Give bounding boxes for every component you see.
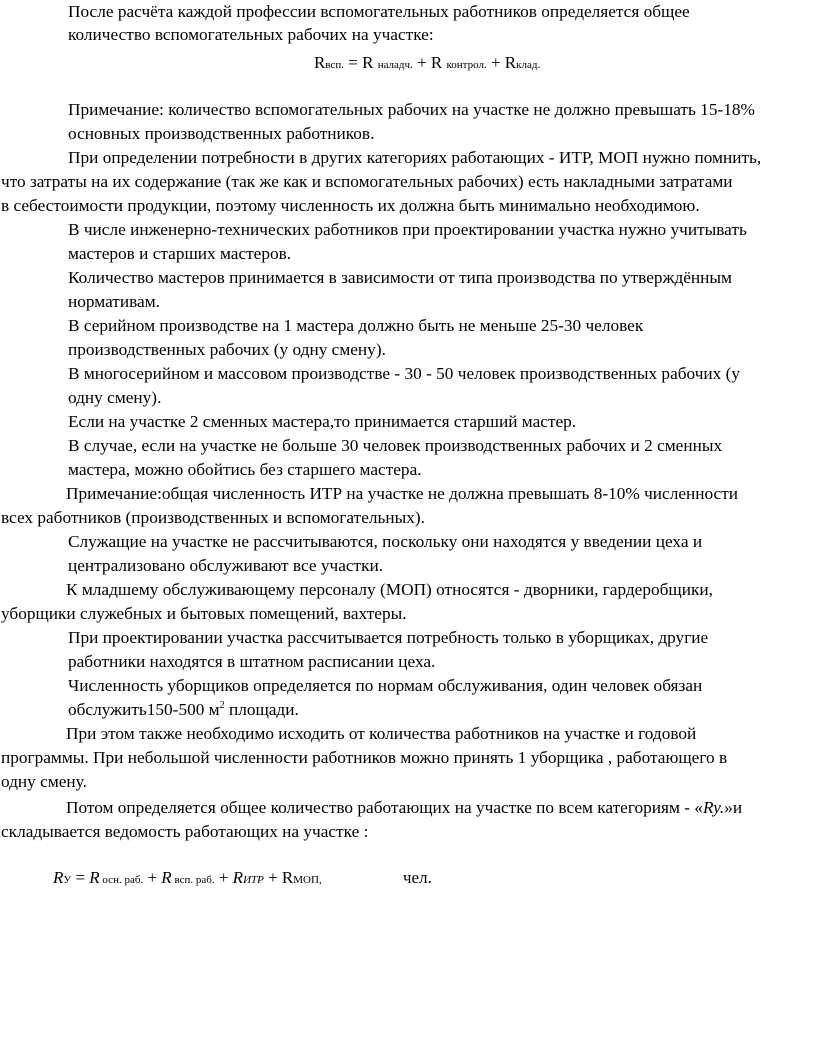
text-line: Примечание:общая численность ИТР на участке не должна превышать 8-10% численности — [66, 484, 739, 503]
text-line: Примечание: количество вспомогательных рабочих на участке не должно превышать 15-18% — [68, 100, 755, 119]
text-line: мастеров и старших мастеров. — [68, 244, 292, 263]
text-line: нормативам. — [68, 292, 160, 311]
text-line: В многосерийном и массовом производстве - 30 - 50 человек производственных рабочих (у — [68, 364, 741, 383]
text-line: производственных рабочих (у одну смену). — [68, 340, 386, 359]
text-line: К младшему обслуживающему персоналу (МОП) относятся - дворники, гардеробщики, — [66, 580, 713, 599]
text-line: При этом также необходимо исходить от количества работников на участке и годовой — [66, 724, 697, 743]
text-line: одну смену). — [68, 388, 162, 407]
text-line: количество вспомогательных рабочих на участке: — [68, 25, 434, 44]
text-line: мастера, можно обойтись без старшего мастера. — [68, 460, 422, 479]
text-line: Служащие на участке не рассчитываются, поскольку они находятся у введении цеха и — [68, 532, 703, 551]
formula-total: RУ = R осн. раб. + R всп. раб. + RИТР + RМОП, — [53, 868, 322, 887]
text-line: всех работников (производственных и вспомогательных). — [1, 508, 425, 527]
text-line: что затраты на их содержание (так же как и вспомогательных рабочих) есть накладными затратами — [1, 172, 733, 191]
formula-unit: чел. — [403, 868, 432, 887]
text-line: Если на участке 2 сменных мастера,то принимается старший мастер. — [68, 412, 577, 431]
text-line: централизовано обслуживают все участки. — [68, 556, 384, 575]
text-line: Численность уборщиков определяется по нормам обслуживания, один человек обязан — [68, 676, 703, 695]
text-line: уборщики служебных и бытовых помещений, вахтеры. — [1, 604, 407, 623]
text-line: После расчёта каждой профессии вспомогательных работников определяется общее — [68, 2, 690, 21]
text-line: В случае, если на участке не больше 30 человек производственных рабочих и 2 сменных — [68, 436, 723, 455]
text-line-total-intro: Потом определяется общее количество работающих на участке по всем категориям - «Ry.»и — [66, 798, 743, 817]
text-line: В числе инженерно-технических работников при проектировании участка нужно учитывать — [68, 220, 747, 239]
text-line: Количество мастеров принимается в зависимости от типа производства по утверждённым — [68, 268, 732, 287]
formula-auxiliary: Rвсп. = R наладч. + R контрол. + Rклад. — [314, 53, 541, 72]
text-line-area: обслужить150-500 $м^2$ площади. — [68, 700, 299, 719]
text-line: В серийном производстве на 1 мастера должно быть не меньше 25-30 человек — [68, 316, 644, 335]
text-line: При проектировании участка рассчитывается потребность только в уборщиках, другие — [68, 628, 709, 647]
text-line: При определении потребности в других категориях работающих - ИТР, МОП нужно помнить, — [68, 148, 762, 167]
text-line: одну смену. — [1, 772, 87, 791]
text-line: работники находятся в штатном расписании цеха. — [68, 652, 436, 671]
text-line: в себестоимости продукции, поэтому численность их должна быть минимально необходимою. — [1, 196, 700, 215]
text-line: основных производственных работников. — [68, 124, 375, 143]
text-line: программы. При небольшой численности работников можно принять 1 уборщика , работающего в — [1, 748, 728, 767]
text-line: складывается ведомость работающих на участке : — [1, 822, 369, 841]
